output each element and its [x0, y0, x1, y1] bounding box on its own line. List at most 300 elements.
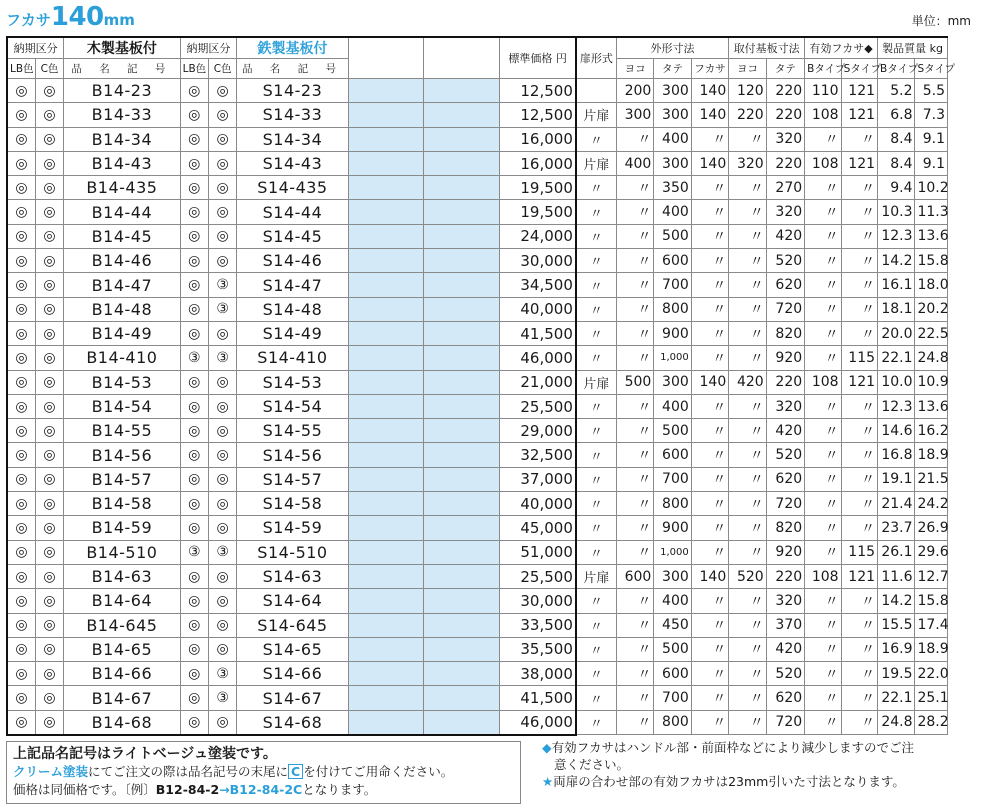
- mount-height-cell: 520: [766, 662, 804, 686]
- blank-cell-2: [423, 564, 500, 588]
- blank-cell-1: [348, 467, 423, 491]
- door-type-cell: 〃: [576, 443, 616, 467]
- blank-cell-1: [348, 151, 423, 175]
- arrow-icon: →: [219, 782, 230, 797]
- outer-height-cell: 600: [654, 662, 691, 686]
- wood-c-cell: ◎: [35, 540, 63, 564]
- weight-s-cell: 20.2: [915, 297, 948, 321]
- weight-b-cell: 15.5: [878, 613, 915, 637]
- table-row: [7, 346, 948, 370]
- steel-model-code: S14-410: [237, 346, 348, 370]
- outer-depth-cell: 〃: [691, 297, 728, 321]
- eff-depth-s-cell: 121: [841, 151, 877, 175]
- wood-c-cell: ◎: [35, 613, 63, 637]
- header-steel-model: 品 名 記 号: [237, 59, 348, 79]
- steel-c-cell: ◎: [208, 394, 236, 418]
- outer-height-cell: 800: [654, 710, 691, 734]
- eff-depth-b-cell: 〃: [805, 662, 841, 686]
- example-to: B12-84-2C: [229, 782, 303, 797]
- door-type-cell: 〃: [576, 224, 616, 248]
- weight-b-cell: 24.8: [878, 710, 915, 734]
- blank-cell-1: [348, 321, 423, 345]
- price-cell: 19,500: [500, 176, 576, 200]
- steel-c-cell: ③: [208, 686, 236, 710]
- title-value: 140: [50, 2, 104, 32]
- eff-depth-s-cell: 〃: [841, 321, 877, 345]
- weight-s-cell: 22.5: [915, 321, 948, 345]
- steel-c-cell: ◎: [208, 443, 236, 467]
- weight-b-cell: 19.5: [878, 662, 915, 686]
- outer-height-cell: 300: [654, 103, 691, 127]
- table-row: [7, 151, 948, 175]
- wood-lb-cell: ◎: [7, 249, 35, 273]
- table-row: [7, 200, 948, 224]
- blank-cell-2: [423, 492, 500, 516]
- outer-depth-cell: 〃: [691, 224, 728, 248]
- wood-c-cell: ◎: [35, 346, 63, 370]
- eff-depth-b-cell: 〃: [805, 492, 841, 516]
- eff-depth-s-cell: 〃: [841, 127, 877, 151]
- outer-width-cell: 〃: [616, 637, 653, 661]
- table-row: [7, 127, 948, 151]
- table-row: [7, 710, 948, 734]
- mount-height-cell: 720: [766, 297, 804, 321]
- weight-b-cell: 21.4: [878, 492, 915, 516]
- eff-depth-s-cell: 〃: [841, 516, 877, 540]
- blank-cell-1: [348, 370, 423, 394]
- header-wood-base: 木製基板付: [64, 37, 180, 59]
- wood-model-code: B14-33: [64, 103, 180, 127]
- unit-label: 単位：mm: [911, 14, 971, 28]
- door-type-cell: 〃: [576, 492, 616, 516]
- header-blank-2: [423, 37, 500, 79]
- outer-height-cell: 500: [654, 224, 691, 248]
- blank-cell-2: [423, 589, 500, 613]
- steel-c-cell: ◎: [208, 589, 236, 613]
- eff-depth-s-cell: 〃: [841, 613, 877, 637]
- blank-cell-2: [423, 321, 500, 345]
- wood-model-code: B14-65: [64, 637, 180, 661]
- table-row: [7, 249, 948, 273]
- steel-model-code: S14-66: [237, 662, 348, 686]
- weight-s-cell: 13.6: [915, 224, 948, 248]
- wood-c-cell: ◎: [35, 564, 63, 588]
- eff-depth-b-cell: 〃: [805, 394, 841, 418]
- weight-s-cell: 9.1: [915, 151, 948, 175]
- wood-c-cell: ◎: [35, 637, 63, 661]
- outer-width-cell: 〃: [616, 662, 653, 686]
- blank-cell-2: [423, 443, 500, 467]
- wood-lb-cell: ◎: [7, 710, 35, 734]
- outer-height-cell: 400: [654, 127, 691, 151]
- wood-model-code: B14-68: [64, 710, 180, 734]
- mount-width-cell: 520: [729, 564, 766, 588]
- eff-depth-s-cell: 〃: [841, 224, 877, 248]
- diamond-icon: ◆: [542, 740, 552, 755]
- side-note-1b: 意ください。: [554, 757, 630, 772]
- outer-depth-cell: 〃: [691, 249, 728, 273]
- mount-height-cell: 220: [766, 79, 804, 103]
- steel-c-cell: ◎: [208, 564, 236, 588]
- wood-lb-cell: ◎: [7, 516, 35, 540]
- outer-height-cell: 500: [654, 419, 691, 443]
- table-row: [7, 613, 948, 637]
- steel-model-code: S14-64: [237, 589, 348, 613]
- wood-model-code: B14-58: [64, 492, 180, 516]
- blank-cell-1: [348, 200, 423, 224]
- header-steel-base: 鉄製基板付: [237, 37, 348, 59]
- table-row: [7, 79, 948, 103]
- steel-lb-cell: ◎: [180, 564, 208, 588]
- steel-model-code: S14-48: [237, 297, 348, 321]
- mount-width-cell: 〃: [729, 467, 766, 491]
- outer-height-cell: 800: [654, 492, 691, 516]
- eff-depth-s-cell: 〃: [841, 637, 877, 661]
- outer-height-cell: 700: [654, 273, 691, 297]
- outer-depth-cell: 140: [691, 103, 728, 127]
- wood-c-cell: ◎: [35, 176, 63, 200]
- wood-model-code: B14-43: [64, 151, 180, 175]
- eff-depth-b-cell: 〃: [805, 176, 841, 200]
- header-outer-tate: タテ: [654, 59, 691, 79]
- mount-width-cell: 320: [729, 151, 766, 175]
- wood-model-code: B14-47: [64, 273, 180, 297]
- outer-depth-cell: 〃: [691, 710, 728, 734]
- mount-width-cell: 220: [729, 103, 766, 127]
- outer-height-cell: 300: [654, 564, 691, 588]
- mount-width-cell: 〃: [729, 127, 766, 151]
- wood-model-code: B14-435: [64, 176, 180, 200]
- mount-width-cell: 〃: [729, 686, 766, 710]
- mount-height-cell: 620: [766, 467, 804, 491]
- blank-cell-1: [348, 79, 423, 103]
- outer-height-cell: 450: [654, 613, 691, 637]
- steel-model-code: S14-46: [237, 249, 348, 273]
- outer-width-cell: 200: [616, 79, 653, 103]
- outer-height-cell: 1,000: [654, 540, 691, 564]
- weight-b-cell: 5.2: [878, 79, 915, 103]
- weight-s-cell: 21.5: [915, 467, 948, 491]
- price-cell: 35,500: [500, 637, 576, 661]
- mount-width-cell: 〃: [729, 321, 766, 345]
- example-from: B12-84-2: [155, 782, 220, 797]
- mount-width-cell: 〃: [729, 346, 766, 370]
- wood-lb-cell: ◎: [7, 346, 35, 370]
- steel-lb-cell: ◎: [180, 710, 208, 734]
- door-type-cell: 片扉: [576, 151, 616, 175]
- steel-c-cell: ◎: [208, 492, 236, 516]
- blank-cell-1: [348, 613, 423, 637]
- outer-width-cell: 〃: [616, 394, 653, 418]
- steel-lb-cell: ③: [180, 540, 208, 564]
- outer-height-cell: 400: [654, 589, 691, 613]
- door-type-cell: 〃: [576, 613, 616, 637]
- eff-depth-b-cell: 〃: [805, 346, 841, 370]
- eff-depth-b-cell: 〃: [805, 443, 841, 467]
- blank-cell-2: [423, 467, 500, 491]
- note-line-3a: 価格は同価格です。〔例〕: [13, 782, 156, 797]
- steel-model-code: S14-34: [237, 127, 348, 151]
- steel-lb-cell: ◎: [180, 589, 208, 613]
- weight-b-cell: 14.2: [878, 249, 915, 273]
- blank-cell-1: [348, 394, 423, 418]
- eff-depth-b-cell: 〃: [805, 127, 841, 151]
- wood-lb-cell: ◎: [7, 224, 35, 248]
- eff-depth-s-cell: 115: [841, 540, 877, 564]
- steel-lb-cell: ◎: [180, 321, 208, 345]
- weight-b-cell: 23.7: [878, 516, 915, 540]
- table-row: [7, 321, 948, 345]
- blank-cell-1: [348, 637, 423, 661]
- steel-lb-cell: ◎: [180, 224, 208, 248]
- note-line-2: [13, 763, 514, 781]
- header-delivery-steel: 納期区分: [180, 37, 237, 59]
- wood-lb-cell: ◎: [7, 200, 35, 224]
- eff-depth-b-cell: 〃: [805, 710, 841, 734]
- outer-depth-cell: 140: [691, 79, 728, 103]
- door-type-cell: 〃: [576, 516, 616, 540]
- eff-depth-b-cell: 〃: [805, 516, 841, 540]
- eff-depth-b-cell: 〃: [805, 321, 841, 345]
- wood-model-code: B14-63: [64, 564, 180, 588]
- steel-lb-cell: ◎: [180, 419, 208, 443]
- weight-b-cell: 16.1: [878, 273, 915, 297]
- steel-lb-cell: ◎: [180, 492, 208, 516]
- eff-depth-b-cell: 〃: [805, 224, 841, 248]
- weight-b-cell: 8.4: [878, 127, 915, 151]
- weight-b-cell: 26.1: [878, 540, 915, 564]
- eff-depth-s-cell: 〃: [841, 297, 877, 321]
- blank-cell-1: [348, 176, 423, 200]
- steel-model-code: S14-23: [237, 79, 348, 103]
- wood-c-cell: ◎: [35, 492, 63, 516]
- outer-width-cell: 〃: [616, 443, 653, 467]
- mount-width-cell: 〃: [729, 297, 766, 321]
- eff-depth-b-cell: 〃: [805, 249, 841, 273]
- mount-height-cell: 270: [766, 176, 804, 200]
- steel-c-cell: ◎: [208, 151, 236, 175]
- steel-model-code: S14-435: [237, 176, 348, 200]
- table-row: [7, 224, 948, 248]
- outer-width-cell: 300: [616, 103, 653, 127]
- outer-width-cell: 400: [616, 151, 653, 175]
- steel-c-cell: ◎: [208, 419, 236, 443]
- wood-c-cell: ◎: [35, 467, 63, 491]
- door-type-cell: 〃: [576, 273, 616, 297]
- price-cell: 46,000: [500, 710, 576, 734]
- outer-width-cell: 〃: [616, 516, 653, 540]
- mount-height-cell: 220: [766, 370, 804, 394]
- steel-model-code: S14-67: [237, 686, 348, 710]
- steel-c-cell: ◎: [208, 613, 236, 637]
- door-type-cell: 片扉: [576, 370, 616, 394]
- steel-c-cell: ◎: [208, 103, 236, 127]
- steel-model-code: S14-45: [237, 224, 348, 248]
- header-price: 標準価格 円: [500, 37, 576, 79]
- wood-model-code: B14-645: [64, 613, 180, 637]
- mount-width-cell: 〃: [729, 200, 766, 224]
- steel-model-code: S14-645: [237, 613, 348, 637]
- steel-c-cell: ③: [208, 273, 236, 297]
- wood-model-code: B14-48: [64, 297, 180, 321]
- weight-s-cell: 18.0: [915, 273, 948, 297]
- blank-cell-2: [423, 224, 500, 248]
- table-row: [7, 419, 948, 443]
- wood-lb-cell: ◎: [7, 103, 35, 127]
- note-line-1: 上記品名記号はライトベージュ塗装です。: [13, 746, 277, 762]
- c-suffix-badge: C: [288, 764, 303, 779]
- steel-c-cell: ◎: [208, 79, 236, 103]
- eff-depth-s-cell: 121: [841, 79, 877, 103]
- cream-paint-label: クリーム塗装: [13, 764, 89, 779]
- weight-b-cell: 19.1: [878, 467, 915, 491]
- steel-model-code: S14-57: [237, 467, 348, 491]
- eff-depth-s-cell: 〃: [841, 200, 877, 224]
- blank-cell-2: [423, 103, 500, 127]
- steel-c-cell: ◎: [208, 370, 236, 394]
- weight-b-cell: 20.0: [878, 321, 915, 345]
- price-cell: 40,000: [500, 492, 576, 516]
- steel-model-code: S14-510: [237, 540, 348, 564]
- outer-width-cell: 〃: [616, 224, 653, 248]
- eff-depth-s-cell: 〃: [841, 589, 877, 613]
- steel-lb-cell: ◎: [180, 151, 208, 175]
- header-effective-depth: 有効フカサ◆: [805, 37, 878, 59]
- blank-cell-2: [423, 686, 500, 710]
- mount-height-cell: 420: [766, 419, 804, 443]
- steel-model-code: S14-49: [237, 321, 348, 345]
- blank-cell-1: [348, 662, 423, 686]
- weight-s-cell: 10.9: [915, 370, 948, 394]
- wood-lb-cell: ◎: [7, 297, 35, 321]
- wood-c-cell: ◎: [35, 224, 63, 248]
- weight-s-cell: 18.9: [915, 443, 948, 467]
- weight-b-cell: 11.6: [878, 564, 915, 588]
- eff-depth-b-cell: 108: [805, 103, 841, 127]
- header-mount-dims: 取付基板寸法: [729, 37, 805, 59]
- steel-lb-cell: ◎: [180, 613, 208, 637]
- door-type-cell: 〃: [576, 297, 616, 321]
- weight-b-cell: 10.0: [878, 370, 915, 394]
- wood-c-cell: ◎: [35, 151, 63, 175]
- steel-lb-cell: ◎: [180, 394, 208, 418]
- wood-c-cell: ◎: [35, 200, 63, 224]
- price-cell: 37,000: [500, 467, 576, 491]
- outer-width-cell: 〃: [616, 346, 653, 370]
- steel-model-code: S14-65: [237, 637, 348, 661]
- weight-s-cell: 17.4: [915, 613, 948, 637]
- wood-lb-cell: ◎: [7, 394, 35, 418]
- outer-height-cell: 350: [654, 176, 691, 200]
- table-row: [7, 103, 948, 127]
- weight-b-cell: 10.3: [878, 200, 915, 224]
- wood-lb-cell: ◎: [7, 127, 35, 151]
- header-mount-yoko: ヨコ: [729, 59, 766, 79]
- steel-c-cell: ③: [208, 662, 236, 686]
- outer-depth-cell: 〃: [691, 686, 728, 710]
- weight-b-cell: 8.4: [878, 151, 915, 175]
- steel-lb-cell: ◎: [180, 273, 208, 297]
- blank-cell-2: [423, 370, 500, 394]
- mount-width-cell: 〃: [729, 176, 766, 200]
- blank-cell-2: [423, 419, 500, 443]
- outer-width-cell: 〃: [616, 589, 653, 613]
- eff-depth-s-cell: 〃: [841, 467, 877, 491]
- wood-lb-cell: ◎: [7, 443, 35, 467]
- mount-height-cell: 520: [766, 443, 804, 467]
- outer-depth-cell: 〃: [691, 321, 728, 345]
- mount-height-cell: 320: [766, 200, 804, 224]
- mount-width-cell: 〃: [729, 394, 766, 418]
- steel-model-code: S14-63: [237, 564, 348, 588]
- paint-note-box: [6, 741, 521, 804]
- weight-b-cell: 6.8: [878, 103, 915, 127]
- table-row: [7, 443, 948, 467]
- blank-cell-1: [348, 492, 423, 516]
- eff-depth-b-cell: 〃: [805, 637, 841, 661]
- mount-height-cell: 720: [766, 710, 804, 734]
- weight-s-cell: 11.3: [915, 200, 948, 224]
- wood-model-code: B14-34: [64, 127, 180, 151]
- blank-cell-2: [423, 346, 500, 370]
- eff-depth-b-cell: 108: [805, 151, 841, 175]
- price-cell: 30,000: [500, 249, 576, 273]
- header-delivery-wood: 納期区分: [7, 37, 64, 59]
- door-type-cell: 〃: [576, 662, 616, 686]
- door-type-cell: 〃: [576, 394, 616, 418]
- outer-width-cell: 〃: [616, 127, 653, 151]
- outer-width-cell: 〃: [616, 176, 653, 200]
- mount-width-cell: 〃: [729, 637, 766, 661]
- table-row: [7, 516, 948, 540]
- outer-depth-cell: 〃: [691, 637, 728, 661]
- eff-depth-b-cell: 〃: [805, 686, 841, 710]
- wood-lb-cell: ◎: [7, 540, 35, 564]
- door-type-cell: 〃: [576, 686, 616, 710]
- header-eff-s: Sタイプ: [841, 59, 877, 79]
- mount-width-cell: 〃: [729, 492, 766, 516]
- steel-model-code: S14-56: [237, 443, 348, 467]
- outer-width-cell: 〃: [616, 321, 653, 345]
- outer-depth-cell: 〃: [691, 200, 728, 224]
- wood-c-cell: ◎: [35, 443, 63, 467]
- blank-cell-2: [423, 249, 500, 273]
- price-cell: 32,500: [500, 443, 576, 467]
- header-outer-fukasa: フカサ: [691, 59, 728, 79]
- wood-model-code: B14-66: [64, 662, 180, 686]
- outer-depth-cell: 〃: [691, 176, 728, 200]
- mount-height-cell: 620: [766, 273, 804, 297]
- steel-lb-cell: ◎: [180, 127, 208, 151]
- wood-model-code: B14-53: [64, 370, 180, 394]
- header-steel-c: C色: [208, 59, 236, 79]
- mount-width-cell: 〃: [729, 540, 766, 564]
- mount-height-cell: 420: [766, 637, 804, 661]
- steel-c-cell: ◎: [208, 637, 236, 661]
- eff-depth-s-cell: 〃: [841, 249, 877, 273]
- weight-s-cell: 25.1: [915, 686, 948, 710]
- blank-cell-2: [423, 540, 500, 564]
- outer-depth-cell: 〃: [691, 467, 728, 491]
- wood-c-cell: ◎: [35, 394, 63, 418]
- weight-s-cell: 16.2: [915, 419, 948, 443]
- header-wood-model: 品 名 記 号: [64, 59, 180, 79]
- price-cell: 45,000: [500, 516, 576, 540]
- blank-cell-1: [348, 127, 423, 151]
- star-icon: ★: [542, 774, 554, 789]
- note-line-3b: となります。: [302, 782, 377, 797]
- outer-width-cell: 〃: [616, 419, 653, 443]
